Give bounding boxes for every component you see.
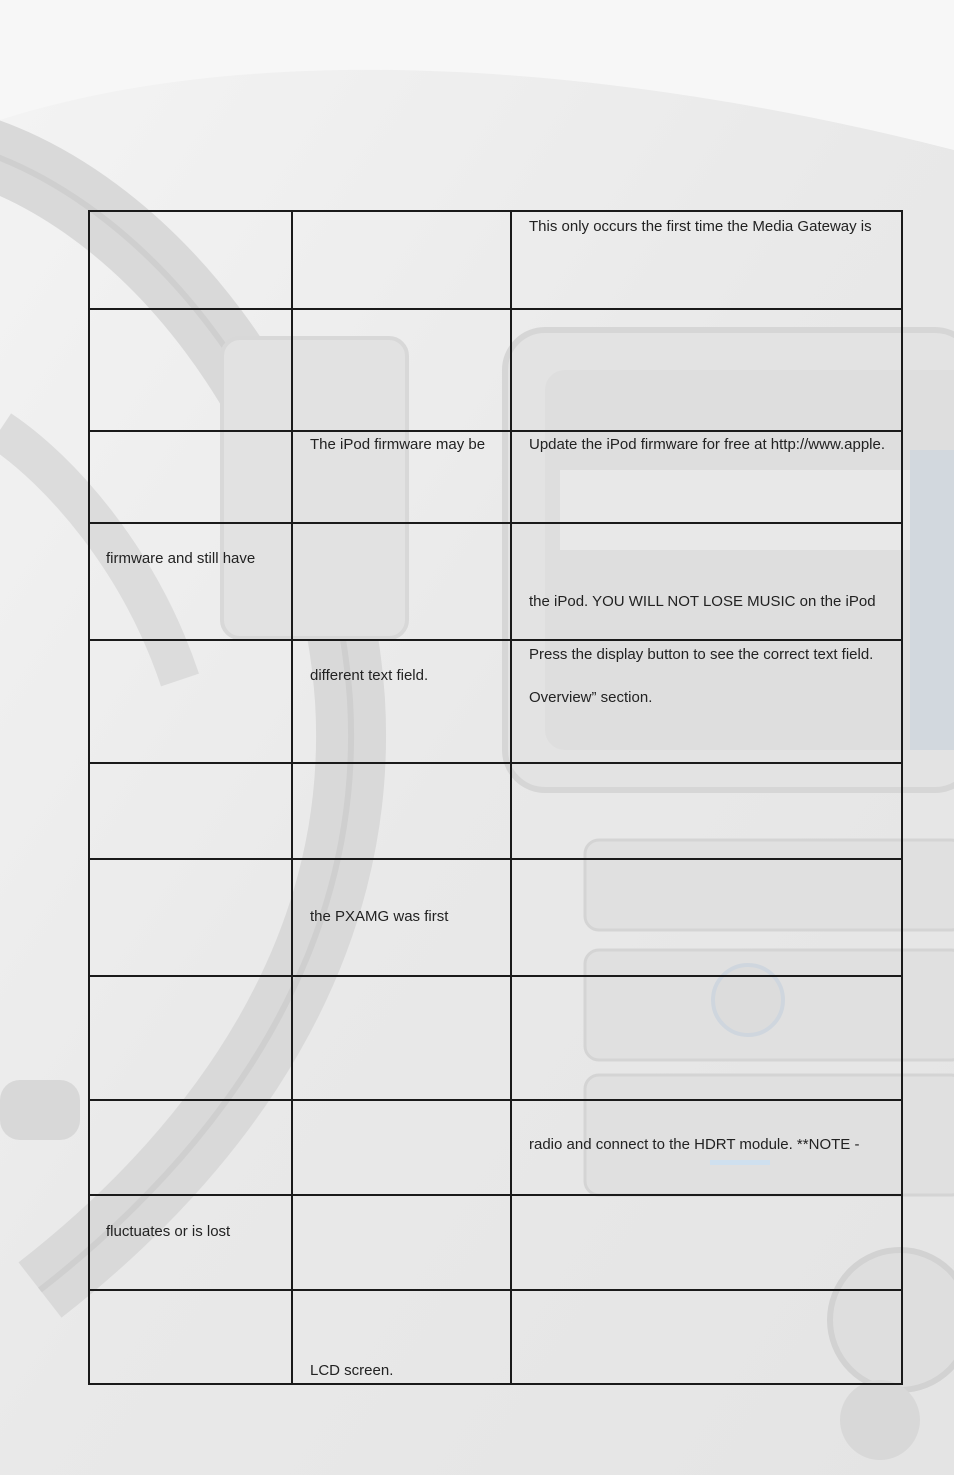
table-row bbox=[90, 764, 901, 860]
table-row bbox=[90, 1196, 901, 1291]
table-row bbox=[90, 860, 901, 977]
cell-text: different text field. bbox=[310, 667, 429, 684]
table-cell-cause bbox=[293, 310, 512, 430]
table-cell-cause bbox=[293, 764, 512, 858]
table-cell-cause bbox=[293, 1101, 512, 1194]
table-cell-cause bbox=[293, 860, 512, 975]
table-cell-problem bbox=[90, 1291, 293, 1385]
table-row bbox=[90, 641, 901, 764]
table-cell-cause bbox=[293, 432, 512, 522]
table-cell-problem bbox=[90, 432, 293, 522]
table-cell-cause bbox=[293, 524, 512, 639]
cell-text: Overview” section. bbox=[529, 689, 653, 706]
table-cell-solution bbox=[512, 432, 901, 522]
cell-text: radio and connect to the HDRT module. **NOTE - bbox=[529, 1136, 860, 1153]
table-cell-problem bbox=[90, 1196, 293, 1289]
table-cell-solution bbox=[512, 1196, 901, 1289]
table-row bbox=[90, 310, 901, 432]
table-cell-problem bbox=[90, 860, 293, 975]
table-cell-problem bbox=[90, 524, 293, 639]
table-cell-problem bbox=[90, 977, 293, 1099]
table-cell-solution bbox=[512, 860, 901, 975]
table-cell-problem bbox=[90, 1101, 293, 1194]
table-row bbox=[90, 432, 901, 524]
cell-text: LCD screen. bbox=[310, 1362, 394, 1379]
table-row bbox=[90, 212, 901, 310]
table-cell-solution bbox=[512, 977, 901, 1099]
table-row bbox=[90, 1101, 901, 1196]
table-cell-cause bbox=[293, 977, 512, 1099]
table-cell-cause bbox=[293, 212, 512, 308]
table-row bbox=[90, 977, 901, 1101]
cell-text: Update the iPod firmware for free at http://www.apple. bbox=[529, 436, 886, 453]
table-cell-solution bbox=[512, 1101, 901, 1194]
cell-text: the iPod. YOU WILL NOT LOSE MUSIC on the iPod bbox=[529, 593, 876, 610]
table-cell-solution bbox=[512, 641, 901, 762]
table-cell-solution bbox=[512, 764, 901, 858]
table-row bbox=[90, 1291, 901, 1385]
cell-text: Press the display button to see the correct text field. bbox=[529, 646, 874, 663]
table-cell-cause bbox=[293, 1291, 512, 1385]
table-cell-problem bbox=[90, 212, 293, 308]
table-cell-cause bbox=[293, 1196, 512, 1289]
table-cell-cause bbox=[293, 641, 512, 762]
table-cell-problem bbox=[90, 641, 293, 762]
cell-text: firmware and still have bbox=[106, 550, 256, 567]
cell-text: The iPod firmware may be bbox=[310, 436, 486, 453]
table-cell-solution bbox=[512, 212, 901, 308]
cell-text: This only occurs the first time the Media Gateway is bbox=[529, 218, 872, 235]
table-cell-solution bbox=[512, 1291, 901, 1385]
cell-text: the PXAMG was first bbox=[310, 908, 449, 925]
table-cell-problem bbox=[90, 764, 293, 858]
table-row bbox=[90, 524, 901, 641]
table-cell-solution bbox=[512, 524, 901, 639]
table-cell-solution bbox=[512, 310, 901, 430]
table-cell-problem bbox=[90, 310, 293, 430]
troubleshooting-table bbox=[88, 210, 903, 1385]
cell-text: fluctuates or is lost bbox=[106, 1223, 231, 1240]
